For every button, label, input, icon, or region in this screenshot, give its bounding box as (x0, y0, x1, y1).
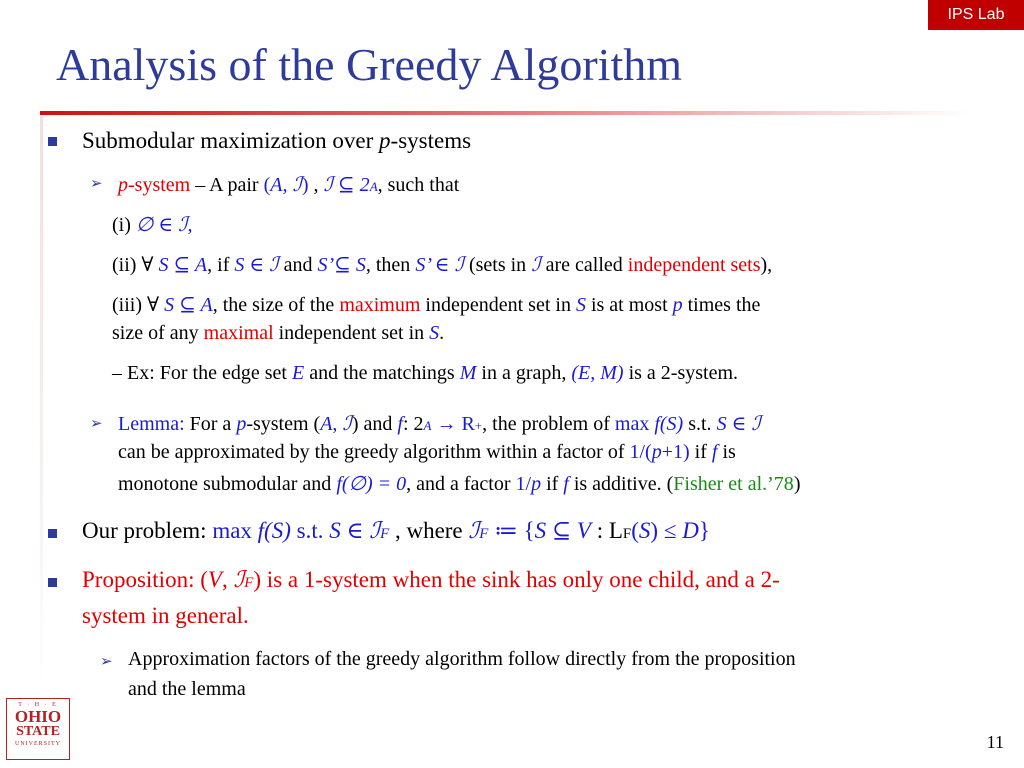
math: S (575, 294, 586, 316)
text: , where (389, 518, 469, 543)
logo-text: UNIVERSITY (15, 741, 61, 747)
math: S ⊆ A (164, 294, 213, 316)
condition-i (112, 212, 193, 237)
text: , the size of the (212, 294, 340, 316)
math: 1/ (515, 473, 532, 495)
math: f(S) (257, 518, 291, 543)
logo-text: T · H · E (18, 702, 58, 708)
math: f(S) (654, 413, 684, 435)
bullet-submodular (82, 128, 471, 154)
logo-text: OHIO (14, 707, 62, 726)
math-subset: ℐ ⊆ 2 (323, 174, 370, 196)
text: , (308, 174, 324, 196)
text: if (541, 473, 564, 495)
math: S (429, 322, 440, 344)
square-bullet-icon (48, 529, 57, 538)
math-p: p (379, 128, 391, 153)
approx-line-1: Approximation factors of the greedy algorithm follow directly from the proposition (128, 648, 796, 670)
text: – Ex: For the edge set (112, 362, 292, 384)
lemma-line-3 (118, 471, 800, 496)
text: s.t. (683, 413, 717, 435)
text: is at most (585, 294, 673, 316)
math: D (682, 518, 699, 543)
text: size of any (112, 322, 204, 344)
math: V (207, 567, 222, 592)
math: S ⊆ V (534, 518, 591, 543)
square-bullet-icon (48, 578, 57, 587)
math: } (698, 518, 710, 543)
text: ) is a 1-system when the sink has only one child, and a 2- (253, 567, 780, 592)
bullet-our-problem (82, 518, 710, 544)
text: is additive. ( (568, 473, 674, 495)
math-i: ℐ (292, 174, 302, 196)
math: M (459, 362, 477, 384)
math-sup: A (423, 418, 432, 433)
text: (i) (112, 214, 136, 236)
text: , (282, 174, 293, 196)
lemma-label: Lemma: (118, 413, 185, 435)
math: S’ ∈ ℐ (415, 254, 464, 276)
math-p: p (118, 174, 128, 196)
math: ℐ (233, 567, 245, 592)
math: S ∈ ℐ (716, 413, 761, 435)
approx-line-2: and the lemma (128, 678, 246, 700)
term-maximum: maximum (339, 294, 421, 316)
text: ) and (351, 413, 398, 435)
math: S’⊆ S (317, 254, 366, 276)
text: (ii) ∀ (112, 254, 159, 276)
text: ), (760, 254, 773, 276)
text: and the matchings (304, 362, 460, 384)
math: ) ≤ (650, 518, 683, 543)
proposition-label: Proposition: (82, 567, 195, 592)
math: A (320, 413, 333, 435)
text: Submodular maximization over (82, 128, 380, 153)
text: (iii) ∀ (112, 294, 165, 316)
text: -system ( (246, 413, 321, 435)
math: ℐ (468, 518, 480, 543)
text: (sets in (463, 254, 532, 276)
math: ℐ (342, 413, 352, 435)
condition-iii-cont (112, 322, 444, 345)
square-bullet-icon (48, 137, 57, 146)
text: are called (540, 254, 628, 276)
math-sup: + (474, 418, 483, 433)
text: , and a factor (406, 473, 516, 495)
math: ℐ (531, 254, 541, 276)
text: ( (194, 567, 208, 592)
text: , the problem of (482, 413, 615, 435)
math-sup-a: A (369, 179, 378, 194)
term-p-system: -system (128, 174, 191, 196)
math-empty: ∅ ∈ ℐ, (135, 214, 193, 236)
text: , such that (377, 174, 460, 196)
slide-title: Analysis of the Greedy Algorithm (56, 39, 683, 90)
citation: Fisher et al.’78 (673, 473, 794, 495)
arrow-bullet-icon: ➢ (90, 416, 103, 432)
text: For a (184, 413, 237, 435)
condition-ii (112, 252, 772, 277)
bullet-proposition-cont: system in general. (82, 603, 249, 628)
text: , (221, 567, 234, 592)
text: times the (682, 294, 761, 316)
text: , then (365, 254, 416, 276)
text: independent set in (273, 322, 430, 344)
math: p (672, 294, 683, 316)
math: ( (631, 518, 639, 543)
text: is a 2-system. (623, 362, 739, 384)
lemma-line-2 (118, 441, 736, 464)
math: s.t. (290, 518, 330, 543)
text: can be approximated by the greedy algorithm within a factor of (118, 441, 630, 463)
text: : 2 (402, 413, 424, 435)
text: , if (207, 254, 235, 276)
text: , (332, 413, 343, 435)
term-independent-sets: independent sets (627, 254, 761, 276)
text: ) (793, 473, 801, 495)
math: f(∅) = 0 (336, 473, 407, 495)
math-sub: F (622, 526, 632, 542)
university-logo (6, 698, 70, 760)
math: S ⊆ A (158, 254, 208, 276)
text: -systems (390, 128, 472, 153)
math: ≔ { (488, 518, 535, 543)
math: (E, M) (571, 362, 624, 384)
math: f (563, 473, 569, 495)
text: if (689, 441, 712, 463)
math: p (531, 473, 542, 495)
arrow-bullet-icon: ➢ (100, 654, 113, 670)
text: independent set in (420, 294, 576, 316)
text: ( (263, 174, 271, 196)
math-sub: F (380, 526, 390, 542)
text: is (717, 441, 736, 463)
arrow-bullet-icon: ➢ (90, 176, 103, 192)
text: monotone submodular and (118, 473, 337, 495)
math-a: A (270, 174, 283, 196)
math: S ∈ ℐ (329, 518, 381, 543)
math: 1/( (629, 441, 652, 463)
lab-badge: IPS Lab (928, 0, 1024, 30)
lemma-line-1 (118, 411, 761, 436)
example-line (112, 362, 738, 385)
condition-iii (112, 292, 760, 317)
text: in a graph, (476, 362, 572, 384)
math: max (614, 413, 655, 435)
text: ) (301, 174, 309, 196)
term-maximal: maximal (203, 322, 274, 344)
text: Our problem: (82, 518, 213, 543)
page-number: 11 (986, 732, 1004, 752)
logo-text: STATE (16, 724, 60, 739)
math: f (397, 413, 403, 435)
text: : L (590, 518, 623, 543)
math-sub: F (479, 526, 489, 542)
math: S (638, 518, 651, 543)
bullet-proposition (82, 567, 780, 593)
text: – A pair (190, 174, 264, 196)
text: . (439, 322, 445, 344)
math: S ∈ ℐ (234, 254, 279, 276)
math: max (212, 518, 258, 543)
math: +1) (661, 441, 690, 463)
math: p (651, 441, 662, 463)
math: E (291, 362, 305, 384)
text: and (278, 254, 318, 276)
p-system-definition (118, 172, 459, 197)
math: → R (431, 413, 475, 435)
math-sub: F (244, 575, 254, 591)
math: p (236, 413, 247, 435)
math: f (711, 441, 718, 463)
